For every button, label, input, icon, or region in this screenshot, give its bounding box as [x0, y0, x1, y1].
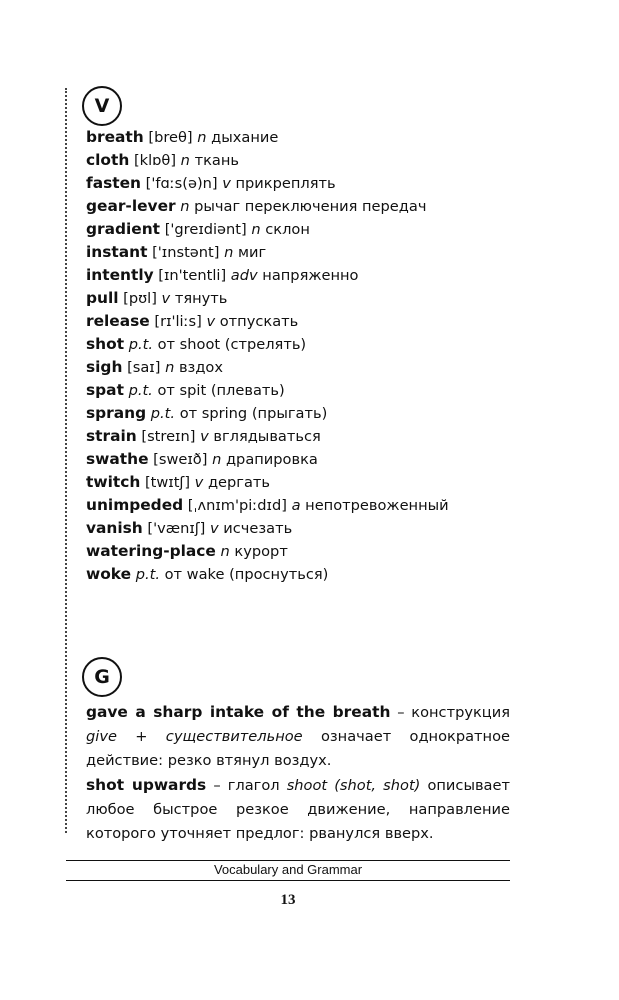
grammar-section-letter: G [94, 666, 110, 688]
vocab-word: spat [86, 381, 124, 399]
vocab-entry [86, 126, 546, 149]
vocab-part-of-speech: n [180, 198, 190, 215]
vocab-pronunciation: [pʊl] [123, 290, 157, 307]
vocab-meaning: вздох [178, 359, 223, 376]
vocab-part-of-speech: v [210, 520, 219, 537]
vocab-meaning: ткань [194, 152, 239, 169]
vocab-part-of-speech: a [291, 497, 301, 514]
vocab-entry [86, 448, 546, 471]
footer-bottom-rule [66, 880, 510, 881]
vocab-word: gradient [86, 220, 161, 238]
vocabulary-section-letter: V [94, 95, 110, 117]
dotted-margin-line [65, 88, 67, 833]
vocab-entry [86, 264, 546, 287]
vocab-part-of-speech: p.t. [128, 336, 153, 353]
vocab-word: sprang [86, 404, 147, 422]
vocab-meaning: прикреплять [235, 175, 336, 192]
vocab-word: pull [86, 289, 119, 307]
grammar-notes [86, 700, 510, 846]
vocab-pronunciation: [sweɪð] [153, 451, 208, 468]
vocab-meaning: от wake (проснуться) [164, 566, 329, 583]
vocab-entry [86, 356, 546, 379]
page-number: 13 [280, 892, 296, 908]
vocab-word: shot [86, 335, 125, 353]
grammar-italic: shoot (shot, shot) [286, 777, 421, 794]
vocab-word: gear-lever [86, 197, 176, 215]
vocab-pronunciation: [streɪn] [141, 428, 196, 445]
vocabulary-section-badge [82, 86, 122, 126]
vocab-word: woke [86, 565, 132, 583]
vocab-meaning: рычаг переключения передач [194, 198, 427, 215]
vocab-word: vanish [86, 519, 143, 537]
grammar-text: – глагол [206, 777, 287, 794]
vocab-entry [86, 379, 546, 402]
vocab-part-of-speech: n [197, 129, 207, 146]
vocab-pronunciation: [ɪn'tentli] [158, 267, 227, 284]
grammar-section-badge [82, 657, 122, 697]
grammar-term: gave a sharp intake of the breath [86, 703, 391, 721]
vocab-pronunciation: [saɪ] [127, 359, 161, 376]
vocab-part-of-speech: n [180, 152, 190, 169]
vocab-part-of-speech: p.t. [128, 382, 153, 399]
vocab-pronunciation: ['greɪdiənt] [164, 221, 247, 238]
vocab-meaning: дергать [207, 474, 270, 491]
vocab-word: watering-place [86, 542, 216, 560]
grammar-text: означает однократное действие: резко втянул воздух. [86, 728, 510, 769]
vocab-entry [86, 494, 546, 517]
vocab-meaning: исчезать [223, 520, 293, 537]
vocab-word: strain [86, 427, 137, 445]
vocab-meaning: курорт [234, 543, 288, 560]
vocab-entry [86, 172, 546, 195]
vocab-part-of-speech: v [222, 175, 231, 192]
vocab-pronunciation: [rɪ'liːs] [154, 313, 202, 330]
grammar-term: shot upwards [86, 776, 207, 794]
vocab-word: unimpeded [86, 496, 184, 514]
vocab-meaning: тянуть [174, 290, 228, 307]
grammar-note [86, 773, 510, 846]
vocab-meaning: драпировка [225, 451, 318, 468]
vocab-part-of-speech: n [212, 451, 222, 468]
grammar-text: описывает любое быстрое резкое движение, направление которого уточняет предлог: рванулся вверх. [86, 777, 510, 842]
vocab-meaning: склон [265, 221, 310, 238]
vocab-meaning: от shoot (стрелять) [157, 336, 307, 353]
grammar-text: – конструкция [390, 704, 510, 721]
vocab-word: sigh [86, 358, 123, 376]
vocab-pronunciation: [breθ] [148, 129, 193, 146]
vocab-pronunciation: [ˌʌnɪm'piːdɪd] [187, 497, 287, 514]
vocab-part-of-speech: adv [230, 267, 258, 284]
vocab-part-of-speech: p.t. [135, 566, 160, 583]
vocab-word: breath [86, 128, 144, 146]
vocab-pronunciation: ['ɪnstənt] [152, 244, 220, 261]
vocab-part-of-speech: v [161, 290, 171, 307]
vocab-entry [86, 540, 546, 563]
vocab-entry [86, 402, 546, 425]
vocab-entry [86, 563, 546, 586]
vocab-meaning: дыхание [211, 129, 279, 146]
vocab-entry [86, 149, 546, 172]
vocab-meaning: миг [237, 244, 267, 261]
vocab-part-of-speech: v [206, 313, 216, 330]
vocab-pronunciation: [twɪtʃ] [144, 474, 191, 491]
vocab-meaning: от spit (плевать) [157, 382, 285, 399]
vocab-entry [86, 333, 546, 356]
vocab-part-of-speech: n [220, 543, 230, 560]
vocab-entry [86, 310, 546, 333]
vocab-word: twitch [86, 473, 141, 491]
vocab-word: instant [86, 243, 148, 261]
vocab-word: fasten [86, 174, 141, 192]
vocab-entry [86, 471, 546, 494]
vocab-meaning: от spring (прыгать) [179, 405, 328, 422]
footer-top-rule [66, 860, 510, 861]
vocab-word: release [86, 312, 150, 330]
footer-title: Vocabulary and Grammar [213, 862, 363, 877]
vocab-entry [86, 517, 546, 540]
vocab-meaning: напряженно [262, 267, 359, 284]
grammar-note [86, 700, 510, 773]
vocab-word: cloth [86, 151, 130, 169]
vocab-entry [86, 425, 546, 448]
vocab-pronunciation: ['fɑːs(ə)n] [145, 175, 218, 192]
vocab-part-of-speech: p.t. [150, 405, 176, 422]
vocab-part-of-speech: n [251, 221, 261, 238]
vocab-part-of-speech: v [200, 428, 209, 445]
vocab-entry [86, 241, 546, 264]
vocab-part-of-speech: n [224, 244, 234, 261]
vocab-entry [86, 195, 546, 218]
vocab-meaning: отпускать [219, 313, 299, 330]
vocab-entry [86, 218, 546, 241]
vocab-meaning: непотревоженный [305, 497, 449, 514]
vocab-word: swathe [86, 450, 149, 468]
vocabulary-list [86, 126, 546, 586]
vocab-part-of-speech: v [194, 474, 204, 491]
vocab-pronunciation: ['vænɪʃ] [147, 520, 206, 537]
vocab-pronunciation: [klɒθ] [133, 152, 177, 169]
vocab-part-of-speech: n [165, 359, 175, 376]
vocab-word: intently [86, 266, 154, 284]
vocab-entry [86, 287, 546, 310]
vocab-meaning: вглядываться [213, 428, 321, 445]
grammar-italic: give + существительное [86, 728, 303, 745]
